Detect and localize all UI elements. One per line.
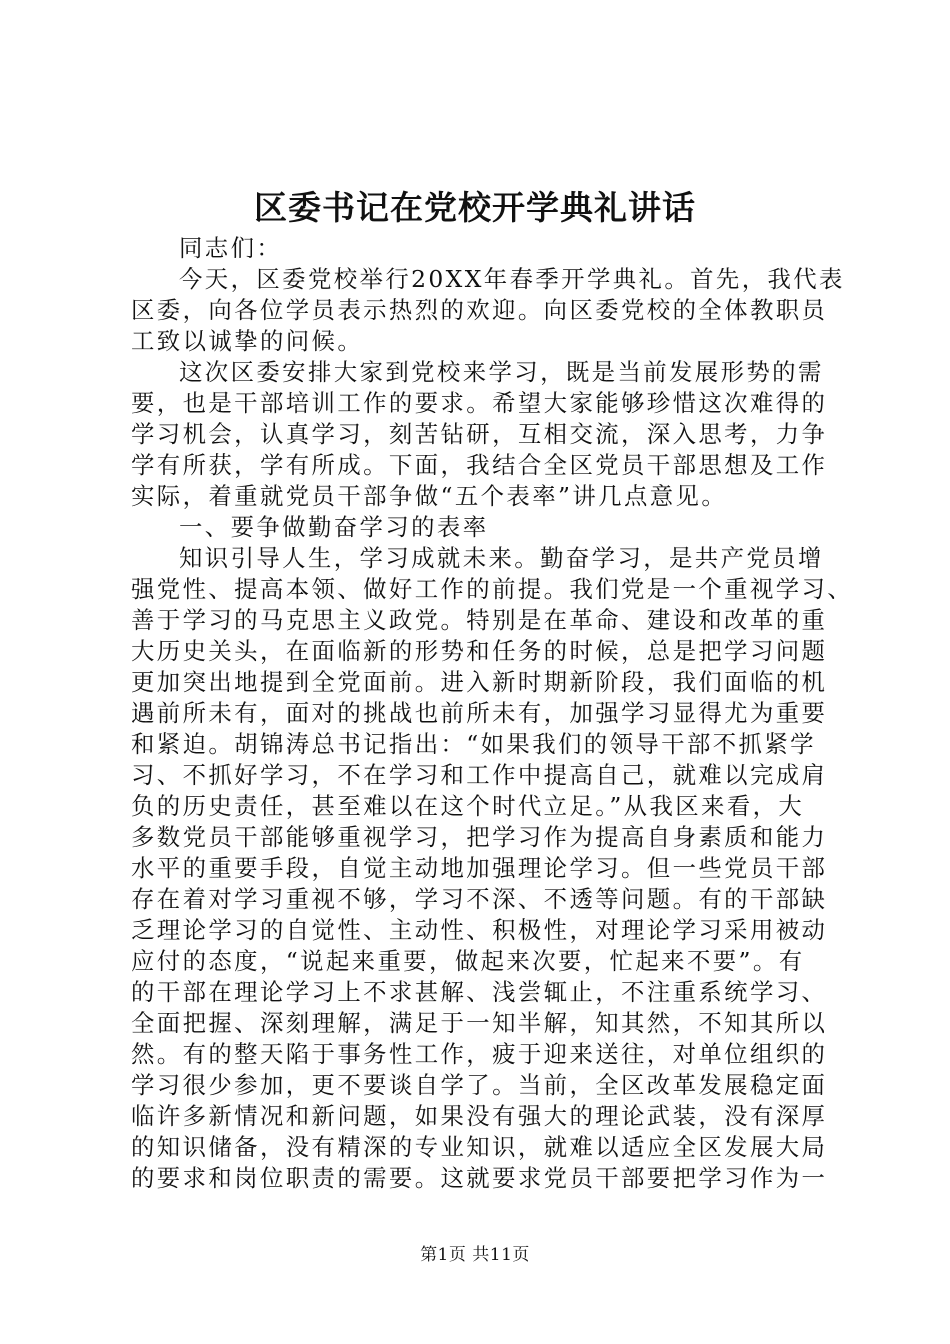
body-line: 更加突出地提到全党面前。进入新时期新阶段，我们面临的机 xyxy=(131,668,828,696)
body-line: 区委，向各位学员表示热烈的欢迎。向区委党校的全体教职员 xyxy=(131,296,828,324)
body-line: 学习很少参加，更不要谈自学了。当前，全区改革发展稳定面 xyxy=(131,1071,828,1099)
body-line: 要，也是干部培训工作的要求。希望大家能够珍惜这次难得的 xyxy=(131,389,828,417)
body-line: 乏理论学习的自觉性、主动性、积极性，对理论学习采用被动 xyxy=(131,916,828,944)
body-line: 知识引导人生，学习成就未来。勤奋学习，是共产党员增 xyxy=(179,544,824,572)
body-line: 强党性、提高本领、做好工作的前提。我们党是一个重视学习、 xyxy=(131,575,854,603)
body-line: 学习机会，认真学习，刻苦钻研，互相交流，深入思考，力争 xyxy=(131,420,828,448)
body-line: 的要求和岗位职责的需要。这就要求党员干部要把学习作为一 xyxy=(131,1164,828,1192)
body-line: 多数党员干部能够重视学习，把学习作为提高自身素质和能力 xyxy=(131,823,828,851)
document-title: 区委书记在党校开学典礼讲话 xyxy=(254,188,696,227)
body-line: 工致以诚挚的问候。 xyxy=(131,327,364,355)
body-line: 习、不抓好学习，不在学习和工作中提高自己，就难以完成肩 xyxy=(131,761,828,789)
body-line: 负的历史责任，甚至难以在这个时代立足。”从我区来看，大 xyxy=(131,792,805,820)
body-line: 今天，区委党校举行20XX年春季开学典礼。首先，我代表 xyxy=(179,265,845,293)
body-line: 一、要争做勤奋学习的表率 xyxy=(179,513,489,541)
body-line: 大历史关头，在面临新的形势和任务的时候，总是把学习问题 xyxy=(131,637,828,665)
body-line: 的干部在理论学习上不求甚解、浅尝辄止，不注重系统学习、 xyxy=(131,978,828,1006)
body-line: 同志们： xyxy=(179,234,283,262)
body-line: 学有所获，学有所成。下面，我结合全区党员干部思想及工作 xyxy=(131,451,828,479)
body-line: 水平的重要手段，自觉主动地加强理论学习。但一些党员干部 xyxy=(131,854,828,882)
body-line: 这次区委安排大家到党校来学习，既是当前发展形势的需 xyxy=(179,358,824,386)
page-number-footer: 第1页 共11页 xyxy=(420,1245,530,1265)
body-line: 全面把握、深刻理解，满足于一知半解，知其然，不知其所以 xyxy=(131,1009,828,1037)
body-line: 实际，着重就党员干部争做“五个表率”讲几点意见。 xyxy=(131,482,728,510)
body-line: 然。有的整天陷于事务性工作，疲于迎来送往，对单位组织的 xyxy=(131,1040,828,1068)
body-line: 的知识储备，没有精深的专业知识，就难以适应全区发展大局 xyxy=(131,1133,828,1161)
body-line: 善于学习的马克思主义政党。特别是在革命、建设和改革的重 xyxy=(131,606,828,634)
body-line: 应付的态度，“说起来重要，做起来次要，忙起来不要”。有 xyxy=(131,947,805,975)
body-line: 和紧迫。胡锦涛总书记指出：“如果我们的领导干部不抓紧学 xyxy=(131,730,816,758)
document-body xyxy=(131,233,854,1194)
body-line: 临许多新情况和新问题，如果没有强大的理论武装，没有深厚 xyxy=(131,1102,828,1130)
body-line: 存在着对学习重视不够，学习不深、不透等问题。有的干部缺 xyxy=(131,885,828,913)
body-line: 遇前所未有，面对的挑战也前所未有，加强学习显得尤为重要 xyxy=(131,699,828,727)
